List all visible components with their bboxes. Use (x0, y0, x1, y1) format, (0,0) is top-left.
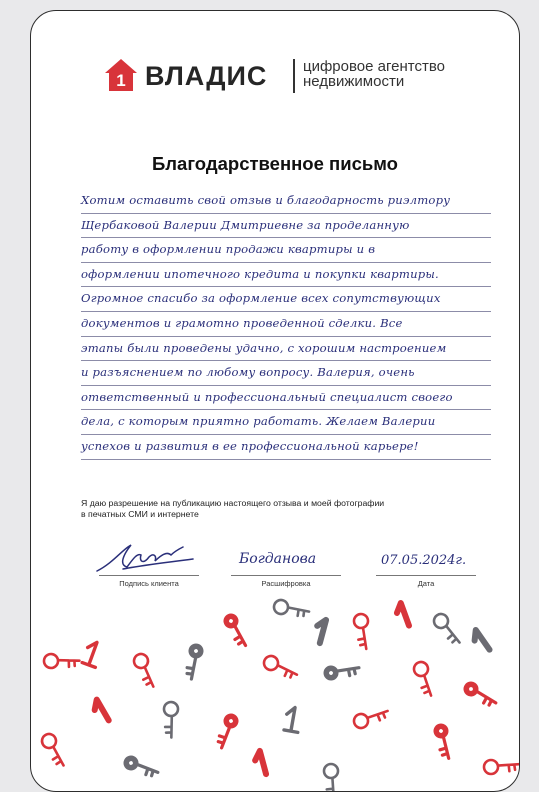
letter-line: дела, с которым приятно работать. Желаем Валерии (81, 410, 491, 435)
consent-line-2: в печатных СМИ и интернете (81, 509, 199, 519)
key-icon (271, 591, 309, 627)
tagline-line-1: цифровое агентство (303, 58, 445, 75)
client-signature (93, 541, 203, 577)
page-title: Благодарственное письмо (152, 153, 398, 174)
letter-line: успехов и развития в ее профессиональной карьере! (81, 435, 491, 460)
key-icon (152, 699, 191, 738)
brand-tagline (303, 59, 445, 89)
key-icon (351, 698, 388, 736)
key-icon (343, 611, 382, 650)
publication-consent (81, 498, 384, 520)
key-icon (36, 732, 72, 766)
letter-line: документов и грамотно проведенной сделки. Все (81, 312, 491, 337)
date-line (376, 575, 476, 576)
house-logo-icon (103, 57, 139, 93)
key-icon (127, 652, 164, 688)
digit-one-icon (470, 630, 489, 654)
key-icon (122, 749, 158, 783)
digit-one-icon (91, 700, 109, 724)
letter-line: и разъяснением по любому вопросу. Валерия, очень (81, 361, 491, 386)
letter-line: Щербаковой Валерии Дмитриевне за проделанную (81, 214, 491, 239)
tagline-line-2: недвижимости (303, 73, 405, 90)
key-icon (218, 612, 254, 646)
handwritten-letter (81, 189, 491, 460)
digit-one-icon (313, 618, 326, 643)
key-icon (431, 613, 464, 644)
digit-one-icon (253, 751, 266, 776)
letter-line: ответственный и профессиональный специалист своего (81, 386, 491, 411)
brand-name: ВЛАДИС (145, 61, 268, 91)
letter-sheet (30, 10, 520, 792)
logo-divider (293, 59, 295, 93)
key-icon (313, 761, 352, 791)
digit-one-icon (82, 640, 103, 667)
consent-line-1: Я даю разрешение на публикацию настоящего отзыва и моей фотографии (81, 498, 385, 508)
letter-line: Огромное спасибо за оформление всех сопутствующих (81, 287, 491, 312)
key-icon (176, 641, 213, 679)
date-label: Дата (417, 579, 435, 588)
key-icon (321, 652, 360, 691)
key-icon (41, 641, 80, 680)
digit-one-icon (284, 706, 302, 732)
decode-label: Расшифровка (261, 579, 311, 588)
key-icon (424, 721, 463, 759)
key-icon (211, 712, 245, 748)
key-icon (405, 659, 443, 696)
key-icon (463, 678, 496, 709)
key-icon (481, 746, 519, 785)
keys-decoration (31, 591, 519, 791)
letter-line: Хотим оставить свой отзыв и благодарность риэлтору (81, 189, 491, 214)
digit-one-icon (394, 603, 409, 628)
letter-line: этапы были проведены удачно, с хорошим настроением (81, 337, 491, 362)
letter-line: работу в оформлении продажи квартиры и в (81, 238, 491, 263)
decode-line (231, 575, 341, 576)
decode-value: Богданова (239, 551, 317, 567)
key-icon (262, 651, 297, 684)
letter-line: оформлении ипотечного кредита и покупки квартиры. (81, 263, 491, 288)
brand-logo (103, 57, 463, 101)
date-value: 07.05.2024г. (381, 553, 467, 568)
client-signature-label: Подпись клиента (119, 579, 179, 588)
client-signature-line (99, 575, 199, 576)
svg-text:1: 1 (116, 71, 126, 90)
